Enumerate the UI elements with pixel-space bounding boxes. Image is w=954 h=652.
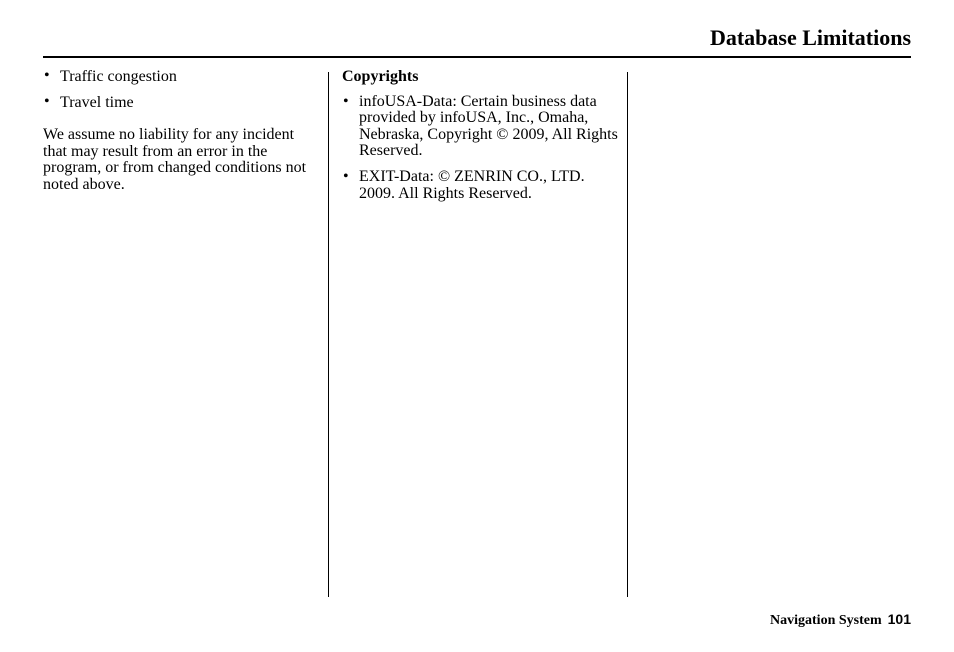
list-item bbox=[342, 169, 618, 202]
section-heading: Copyrights bbox=[342, 68, 419, 85]
bullet-marker: • bbox=[44, 67, 50, 84]
column-divider bbox=[328, 72, 329, 597]
list-item bbox=[43, 68, 319, 86]
copyright-bullet-list bbox=[342, 94, 618, 203]
footer-label: Navigation System bbox=[770, 613, 882, 628]
bullet-marker: • bbox=[44, 92, 50, 110]
list-item-text: Travel time bbox=[60, 93, 134, 111]
bullet-marker: • bbox=[343, 167, 349, 185]
page-number: 101 bbox=[887, 611, 911, 627]
left-bullet-list bbox=[43, 68, 319, 111]
list-item-text: EXIT-Data: © ZENRIN CO., LTD. 2009. All Rights Reserved. bbox=[359, 167, 585, 202]
column-divider bbox=[627, 72, 628, 597]
header-rule bbox=[43, 56, 911, 58]
list-item-text: Traffic congestion bbox=[60, 68, 177, 85]
liability-paragraph: We assume no liability for any incident that may result from an error in the program, or from changed conditions not noted above. bbox=[43, 126, 307, 193]
middle-column bbox=[342, 68, 618, 211]
list-item bbox=[342, 94, 618, 160]
list-item bbox=[43, 94, 319, 112]
page-footer bbox=[770, 611, 911, 629]
page-header-title: Database Limitations bbox=[709, 25, 911, 50]
left-column bbox=[43, 68, 319, 194]
bullet-marker: • bbox=[343, 92, 349, 110]
list-item-text: infoUSA-Data: Certain business data provided by infoUSA, Inc., Omaha, Nebraska, Copyright © 2009, All Rights Reserved. bbox=[359, 92, 618, 160]
